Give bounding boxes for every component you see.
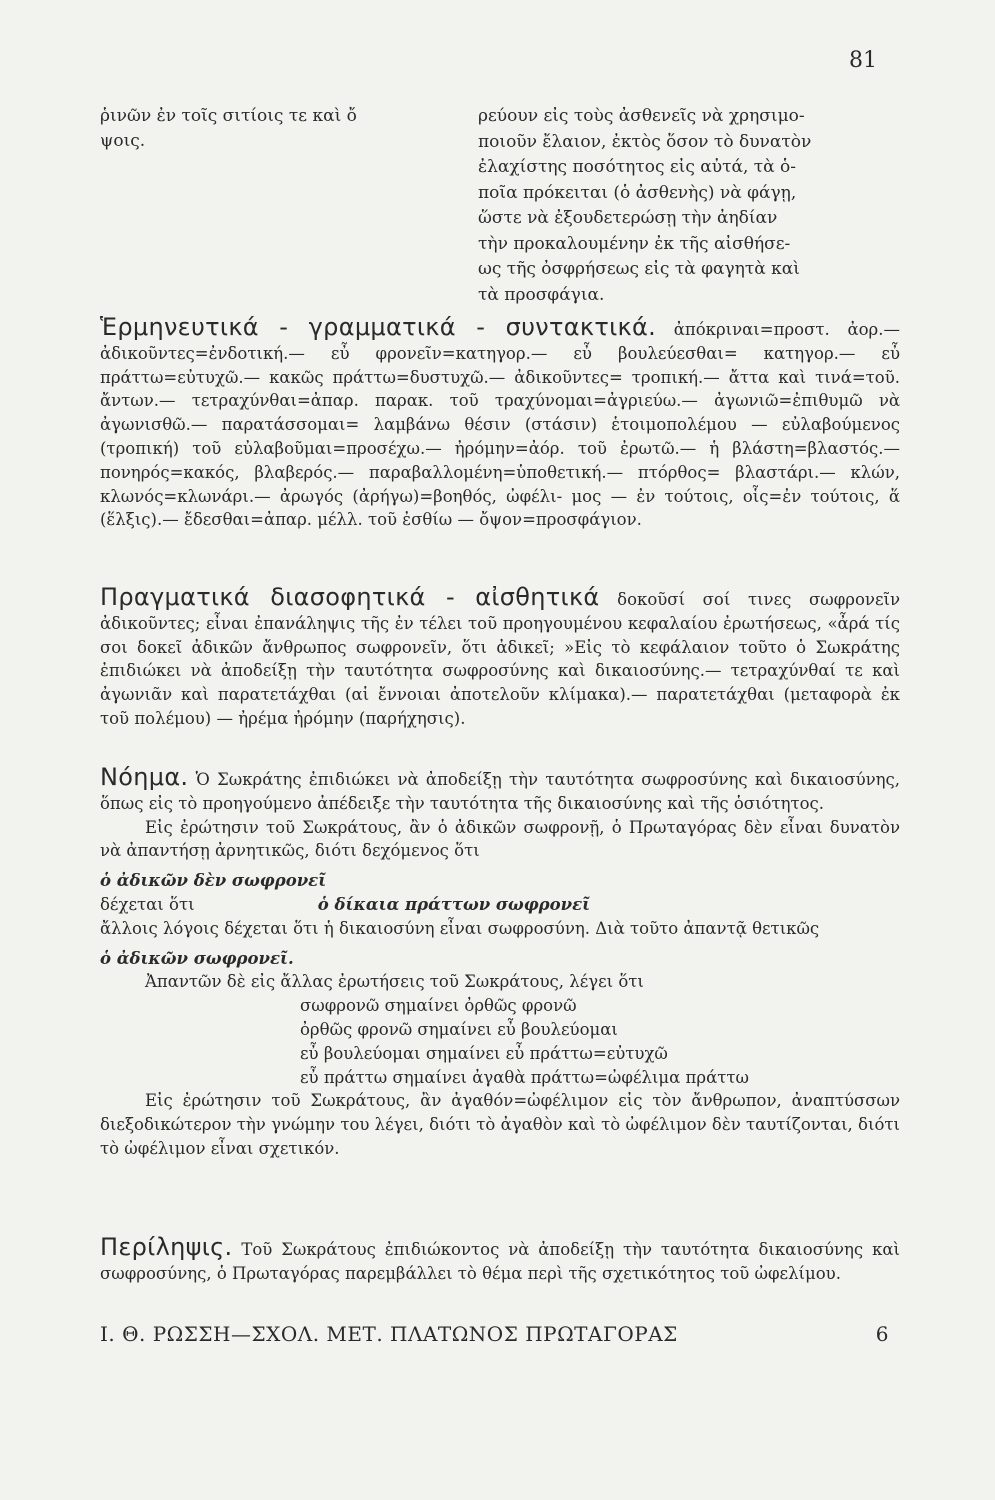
statement [100, 947, 900, 971]
page-footer [100, 1322, 893, 1346]
statement-text: ὁ ἀδικῶν σωφρονεῖ. [100, 948, 294, 968]
section-hermeneutics [100, 313, 900, 532]
equivalence-line: εὖ πράττω σημαίνει ἀγαθὰ πράττω=ὠφέλιμα πράττω [300, 1067, 749, 1087]
top-right-line: ποιοῦν ἔλαιον, ἐκτὸς ὅσον τὸ δυνατὸν [478, 131, 812, 152]
section-summary [100, 1233, 900, 1286]
statement-text: ὁ ἀδικῶν δὲν σωφρονεῖ [100, 871, 327, 891]
section-text: ἀπόκριναι=προστ. ἀορ.— ἀδικοῦντες=ἐνδοτική.— εὖ φρονεῖν=κατηγορ.— εὖ βουλεύεσθαι= κατηγορ.— εὖ πράττω=εὐτυχῶ.— κακῶς πράττω=δυστυχῶ.— ἀδικοῦντες= τροπική.— ἄττα καὶ τινά=τοῦ. ἄντων.— τετραχύνθαι=ἀπαρ. παρακ. τοῦ τραχύνομαι=ἀγριεύω.— ἀγωνιῶ=ἐπιθυμῶ νὰ ἀγωνισθῶ.— παρατάσσομαι= λαμβάνω θέσιν (στάσιν) ἑτοιμοπολέμου — εὐλαβούμενος (τροπική) τοῦ εὐλαβοῦμαι=προσέχω.— ἠρόμην=ἀόρ. τοῦ ἐρωτῶ.— ἡ βλάστη=βλαστός.— πονηρός=κακός, βλαβερός.— παραβαλλομένη=ὑποθετική.— πτόρθος= βλαστάρι.— κλών, κλωνός=κλωνάρι.— ἀρωγός (ἀρήγω)=βοηθός, ὠφέλι- μος — ἐν τούτοις, οἷς=ἐν τούτοις, ἅ (ἕλξις).— ἔδεσθαι=ἀπαρ. μέλλ. τοῦ ἐσθίω — ὄψον=προσφάγιον. [100, 320, 900, 530]
section-heading: Περίληψις. [100, 1233, 233, 1261]
top-right-line: ως τῆς ὀσφρήσεως εἰς τὰ φαγητὰ καὶ [478, 259, 800, 279]
paragraph: Εἰς ἐρώτησιν τοῦ Σωκράτους, ἂν ὁ ἀδικῶν σωφρονῇ, ὁ Πρωταγόρας δὲν εἶναι δυνατὸν νὰ ἀπαντήσῃ ἀρνητικῶς, διότι δεχόμενος ὅτι [100, 817, 900, 861]
top-left-line: ψοις. [100, 131, 146, 151]
equivalence-line: σωφρονῶ σημαίνει ὀρθῶς φρονῶ [300, 996, 577, 1016]
top-right-line: τὰ προσφάγια. [478, 284, 605, 305]
top-right-line: ρεύουν εἰς τοὺς ἀσθενεῖς νὰ χρησιμο- [478, 106, 805, 126]
section-text: Τοῦ Σωκράτους ἐπιδιώκοντος νὰ ἀποδείξῃ τὴν ταυτότητα δικαιοσύνης καὶ σωφροσύνης, ὁ Πρωταγόρας παρεμβάλλει τὸ θέμα περὶ τῆς σχετικότητος τοῦ ὠφελίμου. [100, 1240, 900, 1283]
section-heading: Ἑρμηνευτικά - γραμματικά - συντακτικά. [100, 313, 656, 341]
section-heading: Πραγματικά διασοφητικά - αἰσθητικά [100, 583, 600, 611]
paragraph: Ἀπαντῶν δὲ εἰς ἄλλας ἐρωτήσεις τοῦ Σωκράτους, λέγει ὅτι [145, 972, 644, 992]
paragraph: Εἰς ἐρώτησιν τοῦ Σωκράτους, ἂν ἀγαθόν=ὠφέλιμον εἰς τὸν ἄνθρωπον, ἀναπτύσσων διεξοδικώτερον τὴν γνώμην του λέγει, διότι τὸ ἀγαθὸν καὶ τὸ ὠφέλιμον δὲν ταυτίζονται, διότι τὸ ὠφέλιμον εἶναι σχετικόν. [100, 1091, 900, 1158]
equivalence-line: εὖ βουλεύομαι σημαίνει εὖ πράττω=εὐτυχῶ [300, 1043, 668, 1063]
equivalence-list [300, 994, 900, 1089]
paragraph: ἄλλοις λόγοις δέχεται ὅτι ἡ δικαιοσύνη εἶναι σωφροσύνη. Διὰ τοῦτο ἀπαντᾷ θετικῶς [100, 918, 820, 938]
statement-text: ὁ δίκαια πράττων σωφρονεῖ [317, 894, 591, 914]
page-number: 81 [849, 48, 877, 73]
footer-text: Ι. Θ. ΡΩΣΣΗ—ΣΧΟΛ. ΜΕΤ. ΠΛΑΤΩΝΟΣ ΠΡΩΤΑΓΟΡΑΣ [100, 1322, 678, 1346]
paragraph: Ὁ Σωκράτης ἐπιδιώκει νὰ ἀποδείξῃ τὴν ταυτότητα σωφροσύνης καὶ δικαιοσύνης, ὅπως εἰς τὸ προηγούμενο ἀπέδειξε τὴν ταυτότητα τῆς δικαιοσύνης καὶ τῆς ὁσιότητος. [100, 770, 900, 813]
signature-mark: 6 [875, 1322, 889, 1346]
section-text: δοκοῦσί σοί τινες σωφρονεῖν ἀδικοῦντες; εἶναι ἐπανάληψις τῆς ἐν τέλει τοῦ προηγουμένου κεφαλαίου ἐρωτήσεως, «ἆρά τίς σοι δοκεῖ ἀδικῶν ἄνθρωπος σωφρονεῖν, ὅτι ἀδικεῖ; »Εἰς τὸ κεφάλαιον τοῦτο ὁ Σωκράτης ἐπιδιώκει νὰ ἀποδείξῃ τὴν ταυτότητα σωφροσύνης καὶ δικαιοσύνης.— τετραχύνθαί τε καὶ ἀγωνιᾶν καὶ παρατετάχθαι (αἱ ἔννοιαι ἀποτελοῦν κλίμακα).— παρατετάχθαι (μεταφορὰ ἐκ τοῦ πολέμου) — ἠρέμα ἠρόμην (παρήχησις). [100, 590, 900, 728]
section-meaning [100, 763, 900, 1161]
top-right-line: ποῖα πρόκειται (ὁ ἀσθενὴς) νὰ φάγῃ, [478, 182, 797, 203]
section-heading: Νόημα. [100, 763, 189, 791]
equivalence-line: ὀρθῶς φρονῶ σημαίνει εὖ βουλεύομαι [300, 1019, 618, 1039]
top-right-line: ἐλαχίστης ποσότητος εἰς αὐτά, τὰ ὁ- [478, 157, 797, 177]
top-left-column [100, 104, 440, 154]
section-pragmatics [100, 583, 900, 731]
statement [100, 869, 900, 893]
statement [100, 893, 900, 917]
statement-prefix: δέχεται ὅτι [100, 894, 195, 914]
top-right-line: τὴν προκαλουμένην ἐκ τῆς αἰσθήσε- [478, 233, 791, 254]
top-left-line: ῥινῶν ἐν τοῖς σιτίοις τε καὶ ὄ [100, 106, 357, 126]
top-right-line: ὥστε νὰ ἐξουδετερώσῃ τὴν ἀηδίαν [478, 208, 778, 228]
top-right-column [478, 104, 902, 308]
